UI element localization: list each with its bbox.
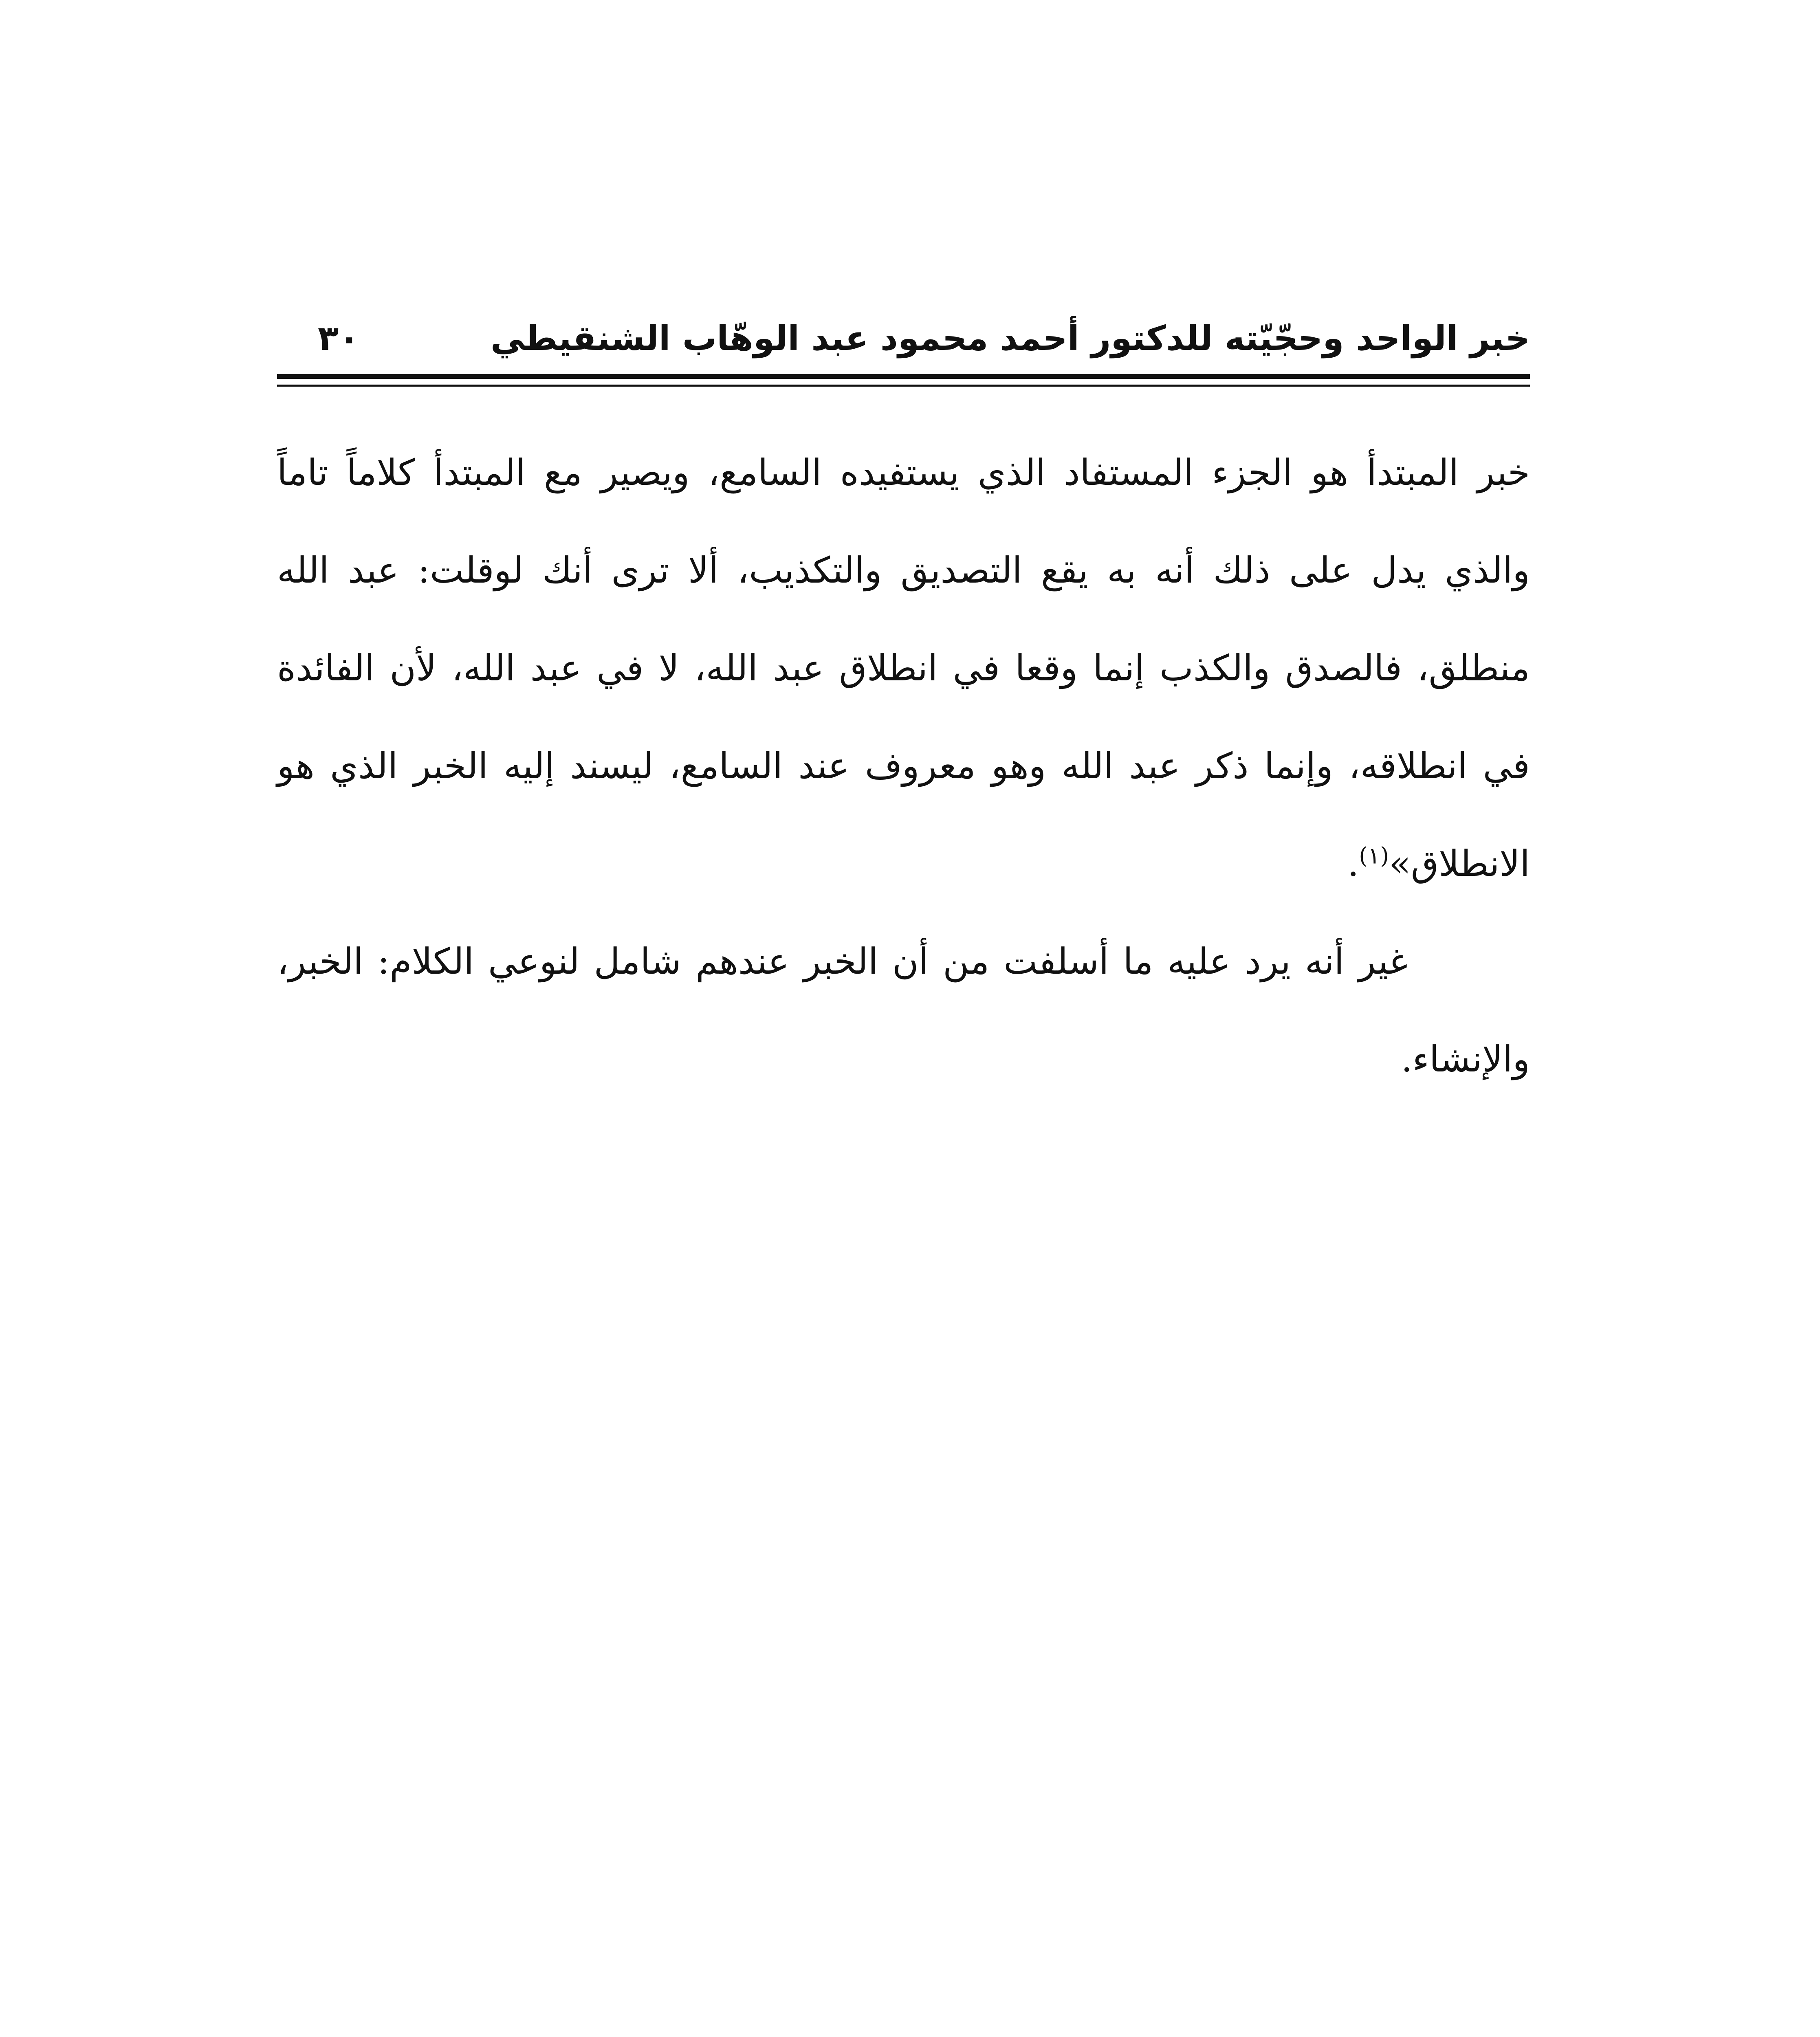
main-text	[277, 424, 1530, 1108]
page-number: ٣٠	[318, 318, 360, 358]
paragraph	[277, 913, 1530, 1108]
footnote-reference: (١)	[1359, 843, 1389, 869]
paragraph-text: غير أنه يرد عليه ما أسلفت من أن الخبر عندهم شامل لنوعي الكلام: الخبر، والإنشاء.	[277, 940, 1530, 1080]
header-title: خبر الواحد وحجّيّته للدكتور أحمد محمود عبد الوهّاب الشنقيطي	[490, 318, 1530, 358]
header-rule-thick	[277, 374, 1530, 379]
paragraph-end-punct: .	[1347, 843, 1359, 884]
paragraph	[277, 424, 1530, 913]
running-header	[277, 310, 1530, 371]
header-rule-thin	[277, 385, 1530, 387]
paragraph-text: خبر المبتدأ هو الجزء المستفاد الذي يستفيده السامع، ويصير مع المبتدأ كلاماً تاماً والذي يدل على ذلك أنه به يقع التصديق والتكذيب، ألا ترى أنك لوقلت: عبد الله منطلق، فالصدق والكذب إنما وقعا في انطلاق عبد الله، لا في عبد الله، لأن الفائدة في انطلاقه، وإنما ذكر عبد الله وهو معروف عند السامع، ليسند إليه الخبر الذي هو الانطلاق»	[277, 451, 1530, 884]
